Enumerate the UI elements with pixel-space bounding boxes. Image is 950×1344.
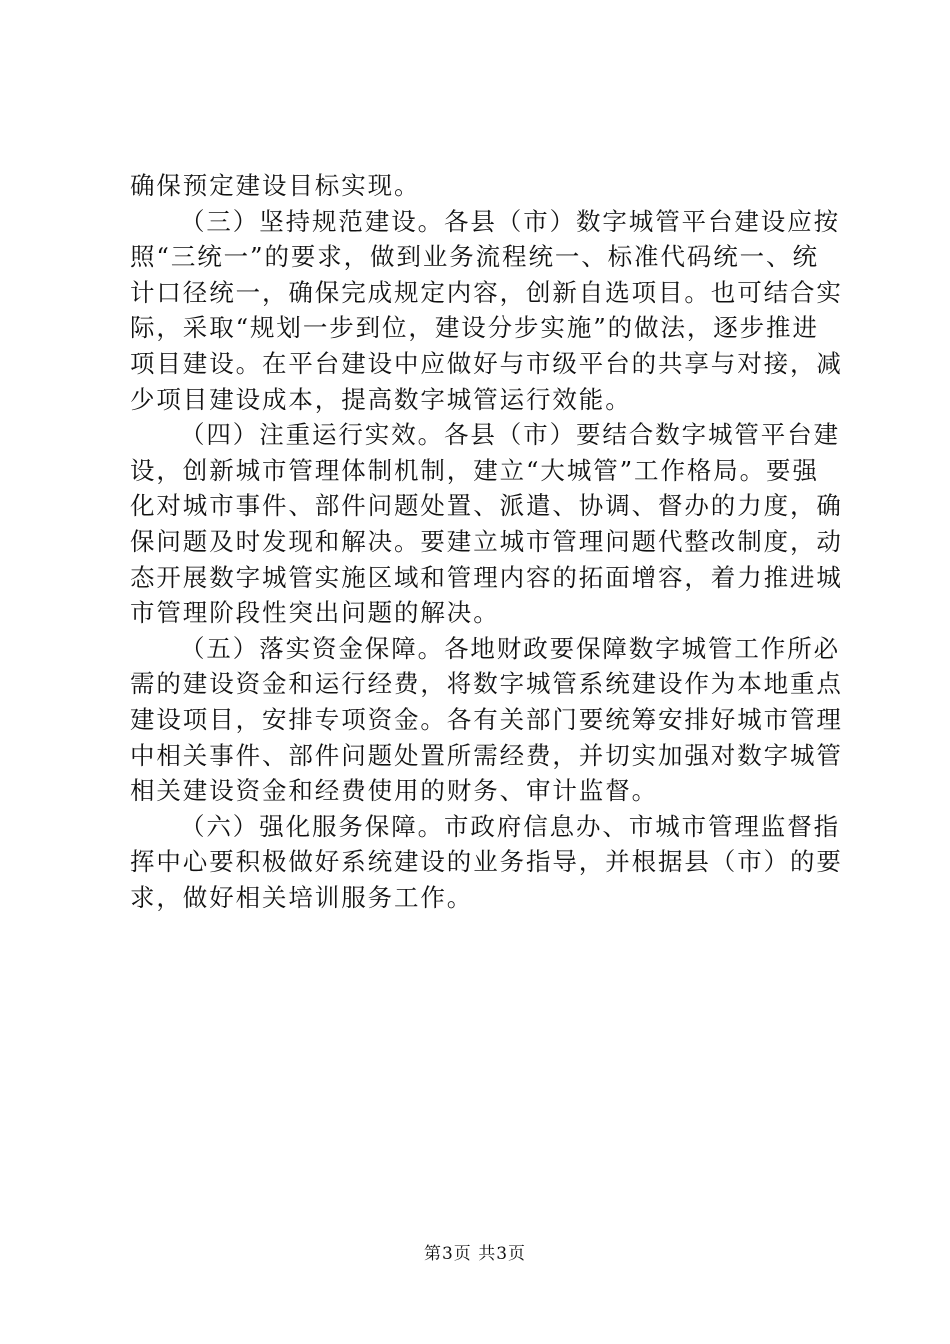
text-line: 项目建设。在平台建设中应做好与市级平台的共享与对接，减 <box>130 348 843 378</box>
text-line: 求，做好相关培训服务工作。 <box>130 882 474 912</box>
text-line: 照“三统一”的要求，做到业务流程统一、标准代码统一、统 <box>130 242 819 272</box>
text-line: 市管理阶段性突出问题的解决。 <box>130 598 500 628</box>
text-line: 少项目建设成本，提高数字城管运行效能。 <box>130 384 632 414</box>
text-line: （三）坚持规范建设。各县（市）数字城管平台建设应按 <box>180 206 840 236</box>
text-line: 中相关事件、部件问题处置所需经费，并切实加强对数字城管 <box>130 740 843 770</box>
document-body <box>130 168 843 915</box>
page-footer: 第3页 共3页 <box>423 1244 527 1264</box>
text-line: 确保预定建设目标实现。 <box>130 171 421 200</box>
text-line: 相关建设资金和经费使用的财务、审计监督。 <box>130 776 658 806</box>
text-line: 设，创新城市管理体制机制，建立“大城管”工作格局。要强 <box>130 455 819 485</box>
text-line: 需的建设资金和运行经费，将数字城管系统建设作为本地重点 <box>130 669 843 699</box>
text-line: （五）落实资金保障。各地财政要保障数字城管工作所必 <box>180 633 840 663</box>
text-line: 计口径统一，确保完成规定内容，创新自选项目。也可结合实 <box>130 277 843 307</box>
text-line: 际，采取“规划一步到位，建设分步实施”的做法，逐步推进 <box>130 313 819 343</box>
text-line: 化对城市事件、部件问题处置、派遣、协调、督办的力度，确 <box>130 491 843 521</box>
text-line: 态开展数字城管实施区域和管理内容的拓面增容，着力推进城 <box>130 562 843 592</box>
text-line: （六）强化服务保障。市政府信息办、市城市管理监督指 <box>180 811 840 841</box>
text-line: （四）注重运行实效。各县（市）要结合数字城管平台建 <box>180 420 840 450</box>
text-line: 建设项目，安排专项资金。各有关部门要统筹安排好城市管理 <box>130 704 843 734</box>
text-line: 挥中心要积极做好系统建设的业务指导，并根据县（市）的要 <box>130 847 843 877</box>
text-line: 保问题及时发现和解决。要建立城市管理问题代整改制度，动 <box>130 526 843 556</box>
